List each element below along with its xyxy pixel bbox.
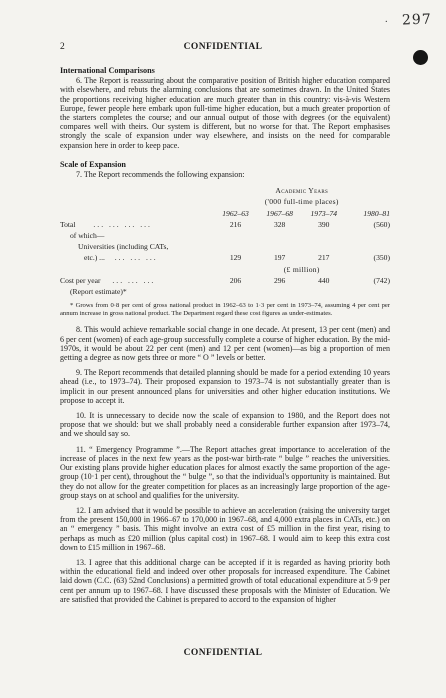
paragraph-11 — [60, 445, 390, 500]
column-header: 1973–74 — [310, 208, 338, 218]
table-cell: (560) — [373, 219, 390, 229]
paragraph-7: 7. The Report recommends the following expansion: — [76, 170, 245, 180]
row-label: of which— — [70, 231, 105, 241]
row-label: Total — [60, 219, 76, 229]
heading-international-comparisons: International Comparisons — [60, 66, 155, 75]
row-label: Universities (including CATs, — [78, 242, 169, 252]
leader-dots: ... ... ... — [114, 253, 158, 263]
table-cell: 206 — [229, 275, 242, 285]
paragraph-9: 9. The Report recommends that detailed planning should be made for a period extending 10 years ahead (i.e., to 1973–74). Their proposed expansion to 1973–74 is not substantially greater than is implicit in our present announced plans for universities and other higher education institutions. We propose to accept it. — [60, 368, 390, 405]
table-cell: 197 — [273, 253, 286, 263]
column-header: 1980–81 — [363, 208, 390, 218]
table-cell: 129 — [229, 253, 242, 263]
table-row-cost — [60, 275, 390, 286]
table-year-row — [60, 208, 390, 219]
places-unit-label: ('000 full-time places) — [264, 197, 339, 207]
table-row-universities-label — [60, 241, 390, 252]
money-unit-label: (£ million) — [283, 264, 320, 274]
emergency-programme-lead: 11. “ Emergency Programme ”. — [76, 444, 182, 454]
ink-blot — [413, 50, 428, 65]
leader-dots: ... ... ... — [112, 275, 156, 285]
table-money-unit-row — [60, 264, 390, 275]
paragraph-6: 6. The Report is reassuring about the comparative position of British higher education compared with elsewhere, and rebuts the alarming conclusions that are sometimes drawn. In the United States the proportions receiving higher education are much greater than in this country: vis-à-vis Western Europe, fewer people here embark upon full-time higher education, but a much greater proportion of the starters completes the course; and our annual output of those with degrees (or the equivalent) compares well with theirs. Our system is different, but no worse for that. The Report emphasises strongly the scale of expansion under way elsewhere, and insists on the need for comparable expansion here in order to keep pace. — [60, 76, 390, 150]
column-header: 1967–68 — [266, 208, 293, 218]
table-cell: 328 — [273, 219, 286, 229]
table-cell: 296 — [273, 275, 286, 285]
table-row-cost-note — [60, 286, 390, 297]
body-text — [60, 58, 390, 610]
column-header: 1962–63 — [222, 208, 249, 218]
pencil-mark: · — [384, 17, 388, 28]
table-row-universities — [60, 252, 390, 263]
table-group-header-row — [60, 185, 390, 196]
footnote: * Grows from 0·8 per cent of gross national product in 1962–63 to 1·3 per cent in 1973–74, assuming 4 per cent per annum increase in gross national product. The Department regard these cost figures as under-estimates. — [60, 302, 390, 317]
table-cell: (742) — [373, 275, 390, 285]
paragraph-10: 10. It is unnecessary to decide now the scale of expansion to 1980, and the Report does not propose that we should: but we shall probably need a considerable further expansion after 1973–74, and we should say so. — [60, 411, 390, 439]
paragraph-11-body: —The Report attaches great importance to acceleration of the increase of places in the next few years as the post-war birth-rate “ bulge ” reaches the universities. Our existing plans provide higher education places for almost exactly the same proportion of the age-group (10·1 per cent), throughout the “ bulge ”, so that the individual's opportunity is maintained. But they do not allow for the greater competition for places as an increasingly large proportion of the age-group stays on at school and qualifies for the university. — [60, 444, 390, 500]
table-unit-row — [60, 196, 390, 207]
paragraph-13: 13. I agree that this additional charge can be accepted if it is regarded as having priority both within the educational field and indeed over other proposals for increased expenditure. The Cabinet laid down (C.C. (63) 52nd Conclusions) a permitted growth of total educational expenditure at 5·9 per cent per annum up to 1967–68. I have discussed these proposals with the Minister of Education. We are satisfied that provided the Cabinet is prepared to accord to the expansion of higher — [60, 557, 390, 604]
paragraph-12: 12. I am advised that it would be possible to achieve an acceleration (raising the university target from the present 150,000 in 1966–67 to 170,000 in 1967–68, and 4,000 extra places in CATs, etc.) on an “ emergency ” basis. This might involve an extra cost of £5 million in the first year, rising to perhaps as much as £20 million (plus capital cost) in 1967–68. I would aim to keep this extra cost down to £15 million in 1967–68. — [60, 505, 390, 552]
handwritten-page-number: 297 — [401, 11, 433, 29]
table-cell: 217 — [318, 253, 330, 263]
table-row-total — [60, 219, 390, 230]
academic-years-header: Academic Years — [275, 186, 329, 196]
table-row-of-which — [60, 230, 390, 241]
row-label: (Report estimate)* — [70, 287, 127, 297]
page-header: CONFIDENTIAL — [183, 42, 263, 52]
table-cell: 440 — [318, 275, 330, 285]
leader-dots: ... ... ... ... — [93, 219, 152, 229]
heading-scale-of-expansion: Scale of Expansion — [60, 159, 126, 169]
table-cell: 390 — [318, 219, 330, 229]
table-cell: 216 — [229, 219, 242, 229]
expansion-table — [60, 185, 390, 297]
row-label: etc.) ... — [84, 253, 105, 263]
table-cell: (350) — [373, 253, 390, 263]
page-number: 2 — [60, 42, 65, 52]
page-footer: CONFIDENTIAL — [183, 648, 263, 658]
row-label: Cost per year — [60, 275, 101, 285]
paragraph-8: 8. This would achieve remarkable social change in one decade. At present, 13 per cent (men) and 6 per cent (women) of each age-group successfully complete a course of higher education. By the mid-1970s, it would be about 22 per cent (men) and 12 per cent (women)—as big a proportion of men getting a degree as now gets three or more “ O ” levels or better. — [60, 325, 390, 363]
